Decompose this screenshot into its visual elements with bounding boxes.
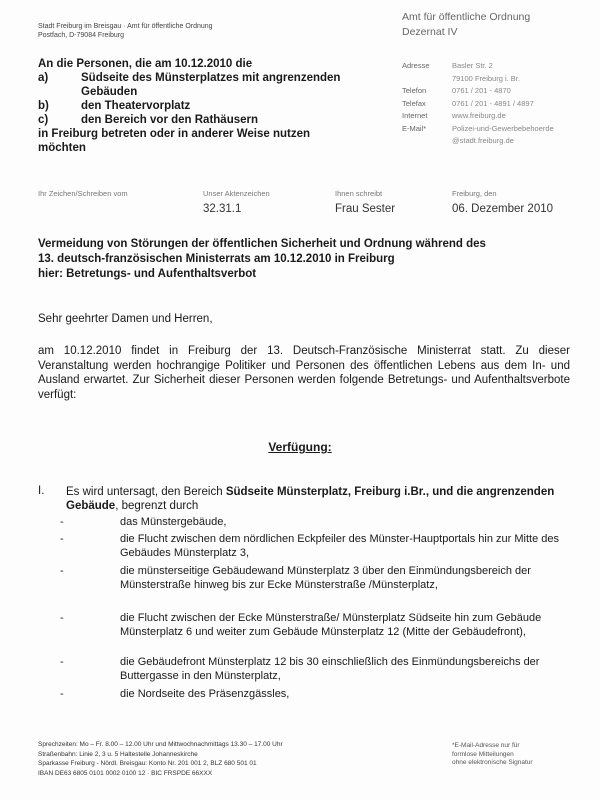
subject-line: 13. deutsch-französischen Ministerrats am 10.12.2010 in Freiburg [38, 253, 395, 265]
contact-row [402, 98, 554, 111]
contact-key [402, 73, 452, 86]
addressee-item [38, 71, 378, 85]
contact-value: Polizei-und-Gewerbebehoerde [452, 123, 554, 133]
email-footnote [452, 742, 533, 768]
contact-key: Telefax [402, 98, 426, 108]
addressee-item-text: Südseite des Münsterplatzes mit angrenzenden [81, 72, 341, 84]
list-item [60, 656, 570, 683]
dash-bullet: - [60, 656, 64, 668]
list-item-text: das Münstergebäude, [120, 516, 227, 528]
addressee-item [38, 99, 378, 113]
list-item-text: die Flucht zwischen dem nördlichen Eckpfeiler des Münster-Hauptportals hin zur Mitte des Gebäudes Münsterplatz 3, [120, 533, 559, 559]
sender-postbox: Postfach, D-79084 Freiburg [38, 32, 124, 39]
contact-value: @stadt.freiburg.de [452, 136, 514, 145]
office-name: Amt für öffentliche Ordnung [402, 11, 531, 23]
addressee-closing: möchten [38, 142, 86, 154]
contact-row [402, 135, 554, 148]
list-item [60, 565, 570, 592]
dash-bullet: - [60, 533, 64, 545]
contact-value: www.freiburg.de [452, 111, 506, 120]
contact-row [402, 110, 554, 123]
addressee-item-label: b) [38, 100, 49, 112]
list-item-text: die Nordseite des Präsenzgässles, [120, 688, 290, 700]
contact-key: E-Mail* [402, 123, 427, 133]
contact-row [402, 85, 554, 98]
list-item [60, 533, 570, 560]
contact-value: 0761 / 201 - 4891 / 4897 [452, 98, 534, 108]
ref-writer: Frau Sester [335, 203, 396, 215]
ref-label-your-sign: Ihr Zeichen/Schreiben vom [38, 189, 128, 198]
addressee-item [38, 85, 378, 99]
list-item-text: die Flucht zwischen der Ecke Münsterstraße/ Münsterplatz Südseite hin zum Gebäude Münsterplatz 6 und weiter zum Gebäude Münsterplatz 12 (Mitte der Gebäudefront), [120, 612, 542, 638]
list-item [60, 688, 570, 702]
dash-bullet: - [60, 612, 64, 624]
item-text-bold: Südseite Münsterplatz, Freiburg i.Br., und die angrenzenden Gebäude [66, 486, 555, 512]
office-department: Dezernat IV [402, 26, 458, 38]
contact-value: 0761 / 201 - 4870 [452, 86, 511, 95]
addressee-block [38, 57, 378, 155]
list-item-text: die Gebäudefront Münsterplatz 12 bis 30 einschließlich des Einmündungsbereichs der Buttergasse in den Münsterplatz, [120, 656, 540, 682]
office-header [402, 10, 530, 40]
contact-key [402, 135, 452, 148]
dash-bullet: - [60, 565, 64, 577]
contact-row [402, 73, 554, 86]
footnote-line: formlose Mitteilungen [452, 750, 514, 758]
item-text-end: , begrenzt durch [115, 500, 199, 512]
contact-key: Internet [402, 111, 428, 120]
addressee-intro: An die Personen, die am 10.12.2010 die [38, 58, 253, 70]
list-item [60, 612, 570, 639]
sender-line: Stadt Freiburg im Breisgau · Amt für öffentliche Ordnung [38, 23, 213, 30]
addressee-closing: in Freiburg betreten oder in anderer Weise nutzen [38, 128, 311, 140]
dash-bullet: - [60, 688, 64, 700]
item-number: I. [38, 485, 45, 497]
contact-value: Basler Str. 2 [452, 61, 493, 70]
subject-block [38, 237, 578, 282]
ref-file-number: 32.31.1 [203, 203, 242, 215]
item-text-start: Es wird untersagt, den Bereich [66, 486, 226, 498]
contact-row [402, 123, 554, 136]
addressee-item-text: den Bereich vor den Rathäusern [81, 114, 259, 126]
footnote-line: *E-Mail-Adresse nur für [452, 742, 520, 749]
subject-line: Vermeidung von Störungen der öffentlichen Sicherheit und Ordnung während des [38, 238, 486, 250]
footer-block [38, 740, 283, 778]
footer-iban: IBAN DE63 6805 0101 0002 0100 12 · BIC FRSPDE 66XXX [38, 769, 213, 777]
addressee-item [38, 113, 378, 127]
item-text [66, 485, 566, 513]
contact-key: Telefon [402, 86, 427, 95]
list-item [60, 516, 570, 530]
footer-bank: Sparkasse Freiburg - Nördl. Breisgau: Konto Nr. 201 001 2, BLZ 680 501 01 [38, 760, 257, 767]
ref-date: 06. Dezember 2010 [452, 203, 554, 215]
contact-value: 79100 Freiburg i. Br. [452, 73, 520, 83]
footer-hours: Sprechzeiten: Mo – Fr. 8.00 – 12.00 Uhr und Mittwochnachmittags 13.30 – 17.00 Uhr [38, 741, 283, 748]
contact-row [402, 60, 554, 73]
salutation: Sehr geehrter Damen und Herren, [38, 313, 213, 325]
addressee-item-label: c) [38, 114, 49, 126]
footnote-line: ohne elektronische Signatur [452, 759, 533, 766]
intro-paragraph: am 10.12.2010 findet in Freiburg der 13. Deutsch-Französische Ministerrat statt. Zu dieser Veranstaltung werden hochrangige Politiker und Personen des öffentlichen Lebens aus dem In- und Ausland erwartet. Zur Sicherheit dieser Personen werden folgende Betretungs- und Aufenthaltsverbote verfügt: [38, 345, 570, 401]
addressee-item-label [38, 85, 81, 99]
addressee-item-text: Gebäuden [81, 86, 138, 98]
addressee-item-text: den Theatervorplatz [81, 100, 191, 112]
ref-label-file-number: Unser Aktenzeichen [203, 189, 270, 198]
dash-bullet: - [60, 516, 64, 528]
contact-block [402, 60, 554, 148]
subject-line: hier: Betretungs- und Aufenthaltsverbot [38, 268, 257, 280]
sender-block [38, 22, 213, 40]
order-heading: Verfügung: [268, 440, 332, 454]
addressee-item-label: a) [38, 72, 49, 84]
ref-label-date: Freiburg, den [452, 189, 497, 198]
footer-tram: Straßenbahn: Linie 2, 3 u. 5 Haltestelle Johanneskirche [38, 750, 198, 758]
contact-key: Adresse [402, 61, 430, 70]
list-item-text: die münsterseitige Gebäudewand Münsterplatz 3 über den Einmündungsbereich der Münsterstraße hinweg bis zur Ecke Münsterstraße /Münsterplatz, [120, 565, 531, 591]
ref-label-writer: Ihnen schreibt [335, 189, 383, 198]
